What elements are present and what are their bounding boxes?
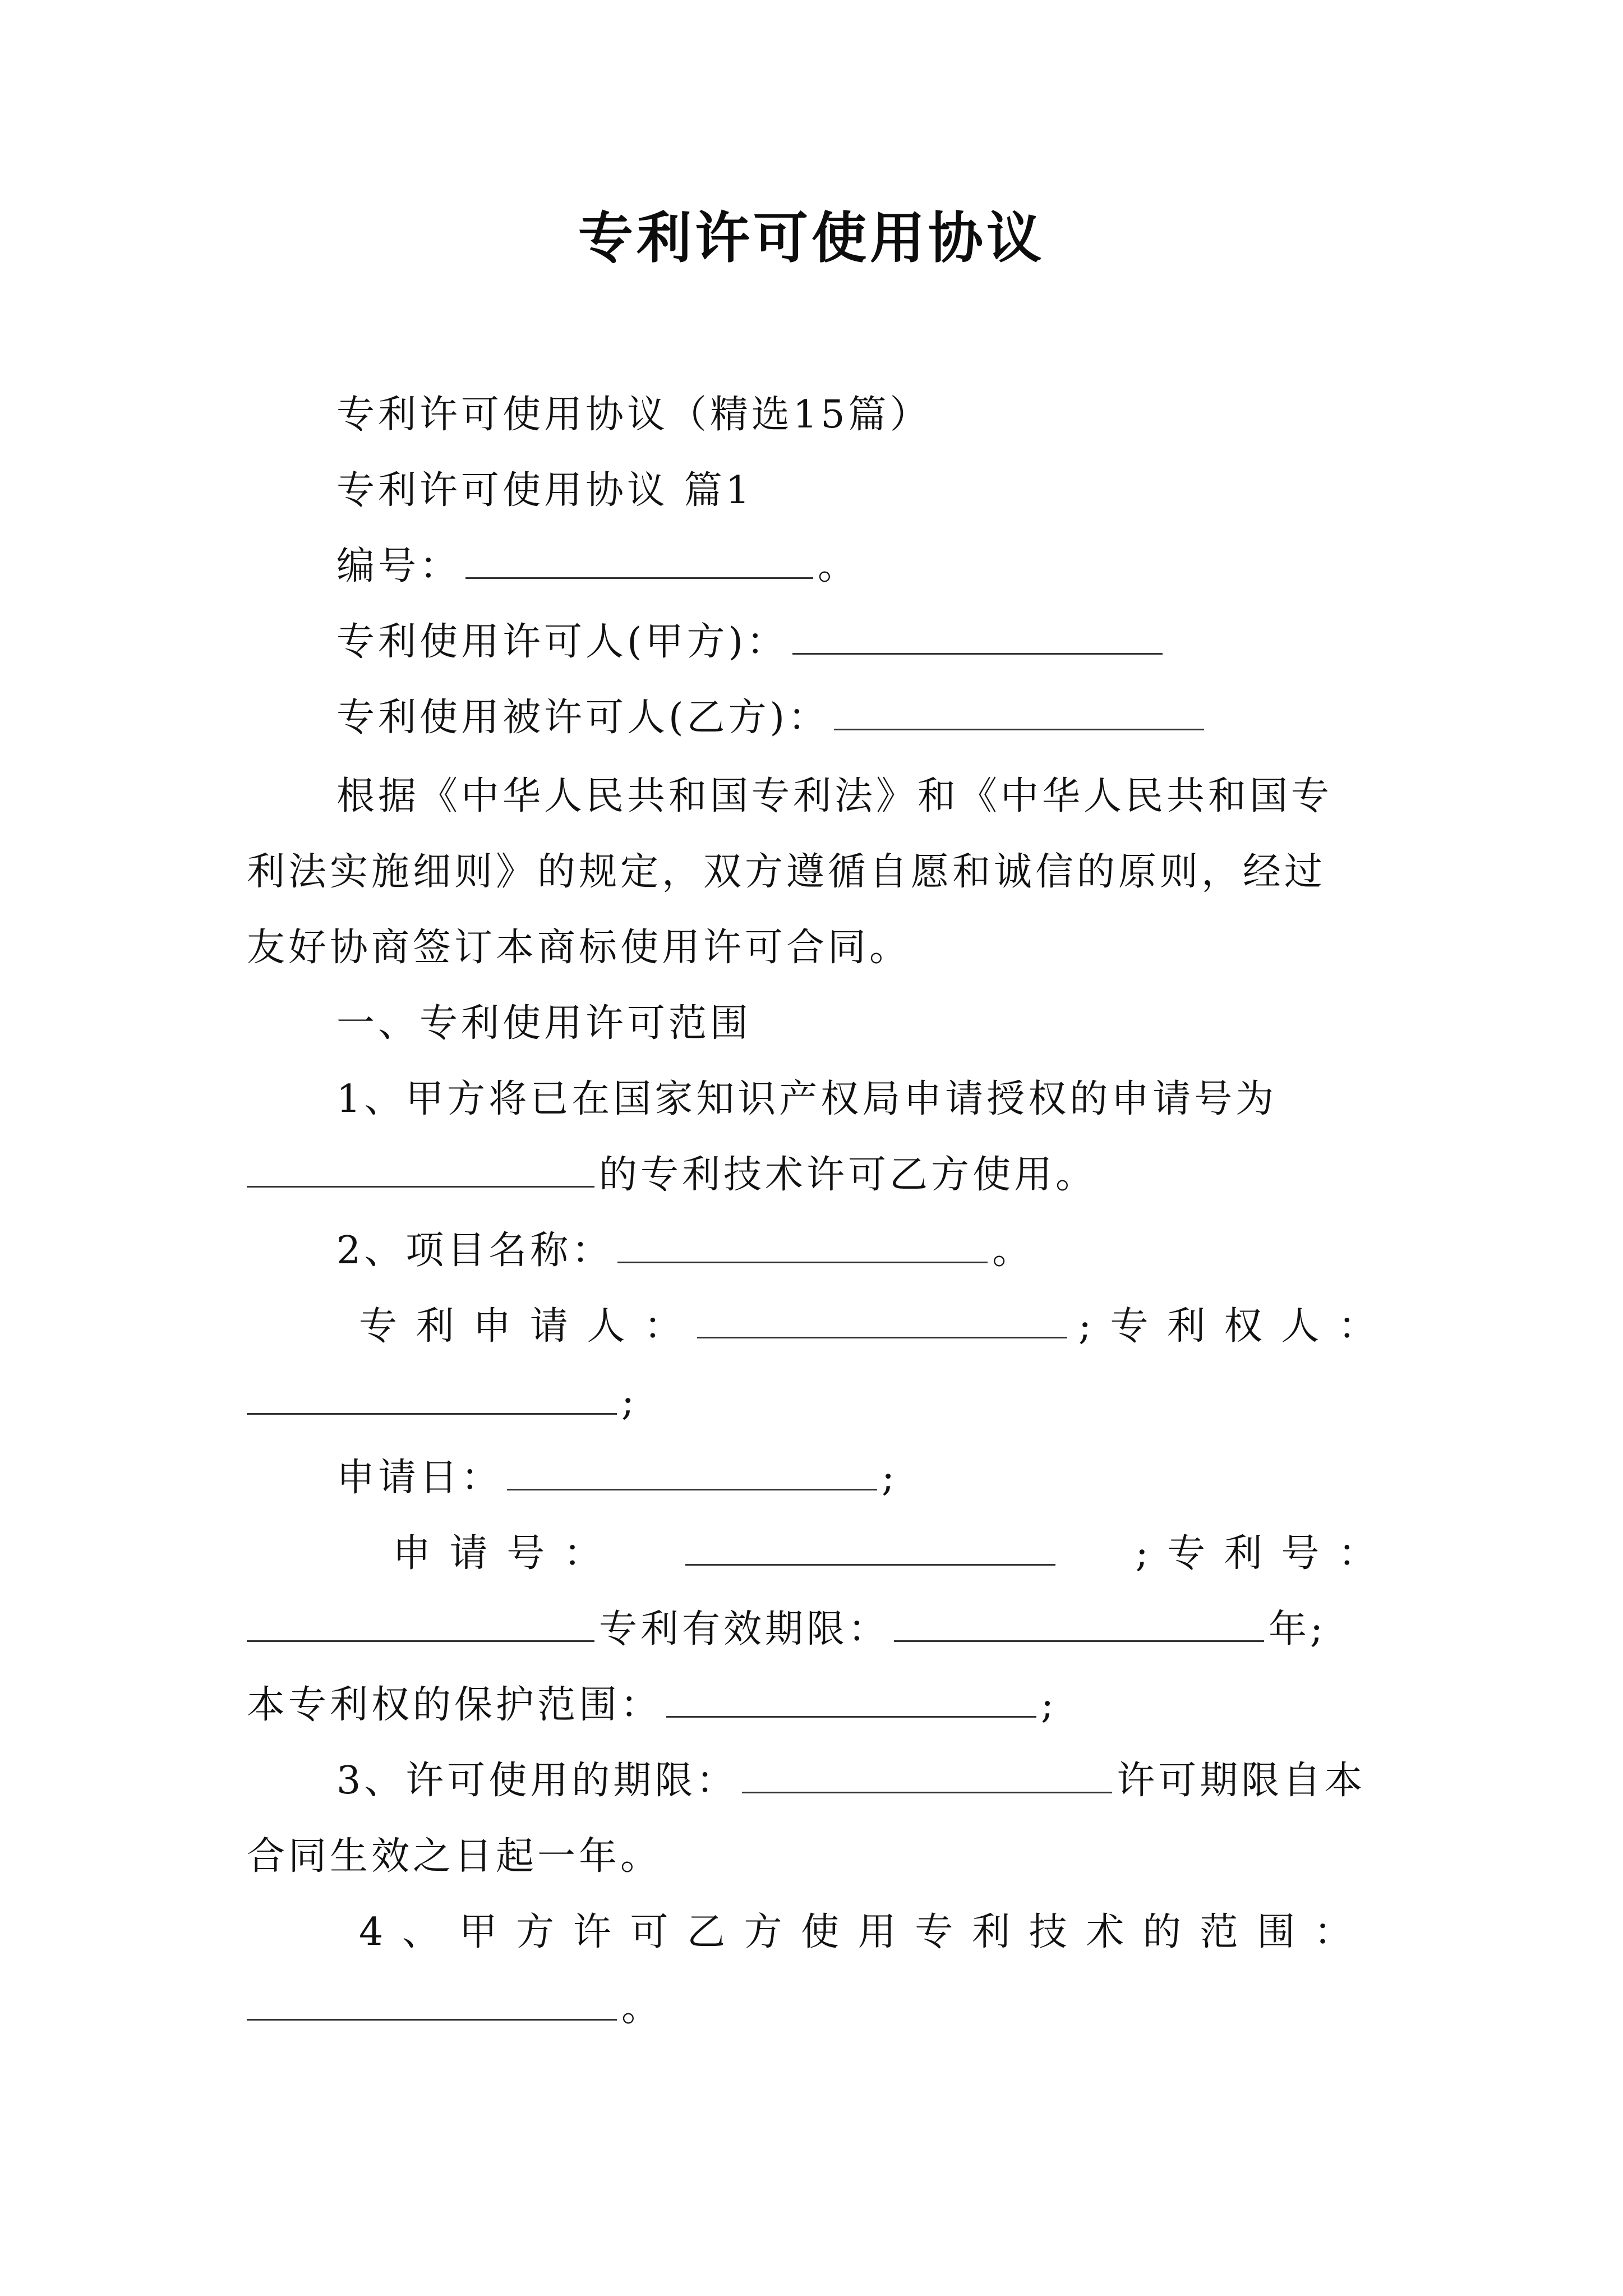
apply-date-blank bbox=[507, 1451, 877, 1490]
item3-label: 3、许可使用的期限： bbox=[336, 1759, 738, 1803]
year-suffix: 年; bbox=[1269, 1607, 1326, 1651]
item3-blank bbox=[742, 1754, 1112, 1793]
number-blank bbox=[465, 539, 813, 579]
licensor-label: 专利使用许可人(甲方)： bbox=[336, 620, 789, 664]
item2-line bbox=[336, 1223, 1380, 1279]
number-end: 。 bbox=[818, 544, 860, 588]
patentee-label: ; 专 利 权 人 ： bbox=[1078, 1304, 1380, 1349]
document-title: 专利许可使用协议 bbox=[578, 206, 1045, 270]
licensor-line bbox=[336, 614, 1380, 670]
item3-line bbox=[336, 1753, 1380, 1809]
applicant-blank bbox=[697, 1299, 1067, 1338]
validity-blank bbox=[894, 1602, 1264, 1642]
item4-end: 。 bbox=[621, 1986, 663, 2030]
basis-line-1: 根据《中华人民共和国专利法》和《中华人民共和国专 bbox=[336, 774, 1333, 818]
heading-1: 一、专利使用许可范围 bbox=[336, 1001, 752, 1046]
item4-blank bbox=[247, 1981, 617, 2021]
subtitle-line: 专利许可使用协议（精选15篇） bbox=[336, 393, 932, 437]
basis-line-2: 利法实施细则》的规定，双方遵循自愿和诚信的原则，经过 bbox=[247, 850, 1326, 894]
item4-line: 4 、 甲 方 许 可 乙 方 使 用 专 利 技 术 的 范 围 ： bbox=[359, 1910, 1355, 1954]
apply-date-line bbox=[336, 1450, 1380, 1506]
applicant-label: 专 利 申 请 人 ： bbox=[359, 1304, 686, 1349]
item1-line-a: 1、甲方将已在国家知识产权局申请授权的申请号为 bbox=[336, 1077, 1278, 1121]
item1-text: 的专利技术许可乙方使用。 bbox=[599, 1153, 1098, 1197]
licensee-line bbox=[336, 690, 1380, 746]
apply-date-end: ; bbox=[882, 1456, 898, 1500]
validity-line bbox=[247, 1602, 1380, 1658]
item4-blank-line bbox=[247, 1980, 1380, 2036]
section-label: 专利许可使用协议 篇1 bbox=[336, 468, 753, 513]
apply-no-blank bbox=[685, 1526, 1055, 1566]
scope-end: ; bbox=[1041, 1683, 1057, 1727]
item2-end: 。 bbox=[992, 1228, 1034, 1273]
patent-no-label: ; 专 利 号 ： bbox=[1135, 1531, 1380, 1576]
number-label: 编号： bbox=[336, 544, 462, 588]
item3-suffix: 许可期限自本 bbox=[1117, 1759, 1366, 1803]
licensee-blank bbox=[834, 691, 1204, 730]
scope-blank bbox=[666, 1678, 1036, 1718]
apply-date-label: 申请日： bbox=[336, 1456, 503, 1500]
basis-line-3: 友好协商签订本商标使用许可合同。 bbox=[247, 926, 911, 970]
patent-no-blank bbox=[247, 1602, 594, 1642]
apply-no-label: 申 请 号 ： bbox=[393, 1531, 605, 1576]
patentee-end: ; bbox=[621, 1380, 638, 1424]
scope-label: 本专利权的保护范围： bbox=[247, 1683, 662, 1727]
number-line bbox=[336, 539, 1380, 595]
application-number-blank bbox=[247, 1148, 594, 1188]
patentee-line bbox=[247, 1374, 1380, 1430]
scope-line bbox=[247, 1677, 1380, 1733]
applicant-line bbox=[359, 1299, 1380, 1355]
apply-no-line bbox=[393, 1526, 1380, 1582]
patentee-blank bbox=[247, 1375, 617, 1415]
item2-label: 2、项目名称： bbox=[336, 1228, 614, 1273]
licensee-label: 专利使用被许可人(乙方)： bbox=[336, 696, 830, 740]
validity-label: 专利有效期限： bbox=[599, 1607, 890, 1651]
licensor-blank bbox=[792, 615, 1163, 655]
project-name-blank bbox=[617, 1223, 988, 1263]
item3-tail: 合同生效之日起一年。 bbox=[247, 1834, 662, 1879]
item1-line-b bbox=[247, 1147, 1380, 1203]
